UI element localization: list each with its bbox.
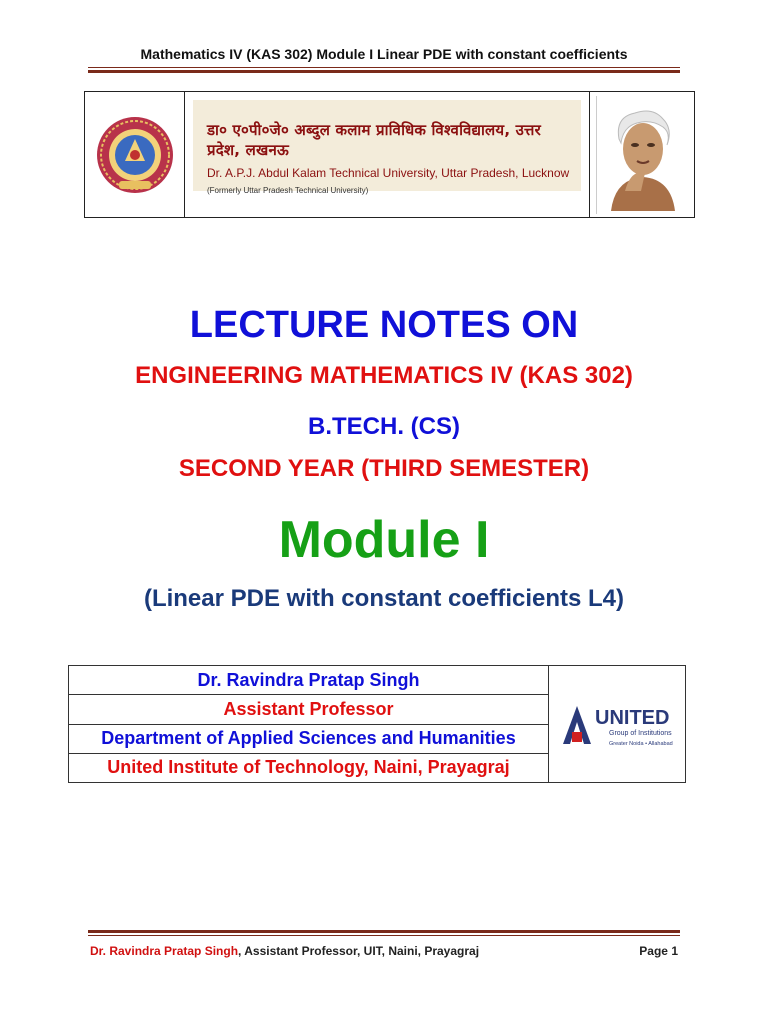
university-banner [84, 91, 695, 218]
subject-title: ENGINEERING MATHEMATICS IV (KAS 302) [135, 362, 633, 389]
united-logo-locations: Greater Noida • Allahabad [609, 741, 673, 747]
united-logo-cell [549, 666, 685, 782]
author-name: Dr. Ravindra Pratap Singh [69, 666, 548, 695]
year-title: SECOND YEAR (THIRD SEMESTER) [178, 455, 590, 482]
portrait-photo-icon [601, 99, 685, 211]
running-header: Mathematics IV (KAS 302) Module I Linear PDE with constant coefficients [140, 46, 628, 62]
university-name-hindi: डा० ए०पी०जे० अब्दुल कलाम प्राविधिक विश्वविद्यालय, उत्तर प्रदेश, लखनऊ [207, 121, 541, 159]
university-name-panel [193, 100, 581, 195]
university-name-english: Dr. A.P.J. Abdul Kalam Technical University, Uttar Pradesh, Lucknow [207, 166, 570, 180]
university-seal-cell [85, 92, 185, 217]
university-former-name: (Formerly Uttar Pradesh Technical University) [207, 186, 369, 195]
united-logo-icon [557, 692, 677, 756]
footer-author-details: , Assistant Professor, UIT, Naini, Prayagraj [238, 944, 480, 958]
lecture-notes-title: LECTURE NOTES ON [189, 304, 579, 346]
united-logo-brand: UNITED [595, 707, 670, 729]
author-info-table [68, 665, 686, 783]
portrait-frame [596, 96, 688, 214]
united-logo-tagline: Group of Institutions [609, 730, 672, 737]
footer-author-name: Dr. Ravindra Pratap Singh [90, 944, 239, 958]
module-title: Module I [278, 511, 490, 569]
author-department: Department of Applied Sciences and Humanities [69, 725, 548, 754]
author-designation: Assistant Professor [69, 695, 548, 724]
university-seal-icon [93, 99, 177, 211]
footer-rule [88, 935, 680, 936]
author-institute: United Institute of Technology, Naini, Prayagraj [107, 757, 510, 778]
university-name-cell [185, 92, 590, 217]
header-rule-thick [88, 70, 680, 73]
page-number: Page 1 [639, 944, 678, 958]
footer-rule-thick [88, 930, 680, 933]
topic-title: (Linear PDE with constant coefficients L4) [143, 585, 625, 612]
program-title: B.TECH. (CS) [308, 413, 460, 440]
page-footer [90, 944, 680, 958]
header-rule [88, 67, 680, 68]
author-info-rows [69, 666, 549, 782]
portrait-cell [590, 92, 694, 217]
